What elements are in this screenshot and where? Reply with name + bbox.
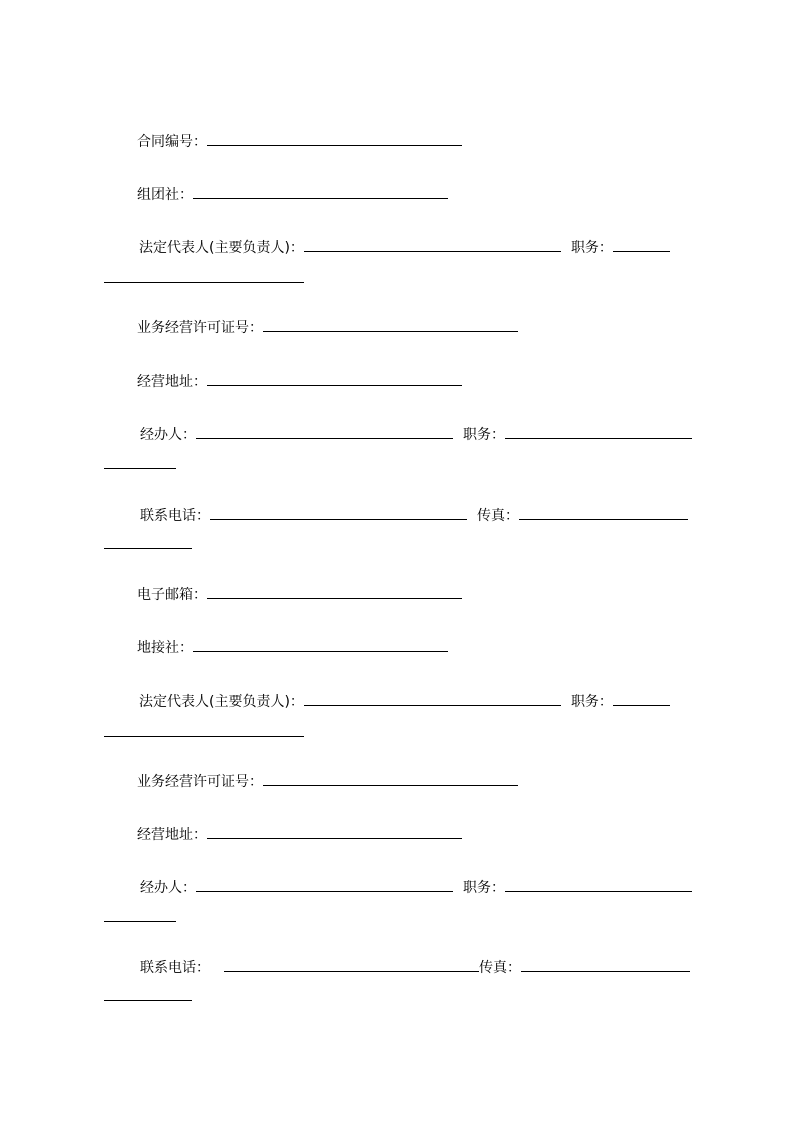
organizer-email-field[interactable] xyxy=(207,584,462,599)
ground-contact-row xyxy=(140,957,690,978)
organizer-handler-row-cont xyxy=(104,454,176,475)
organizer-row xyxy=(137,184,448,205)
organizer-handler-field[interactable] xyxy=(196,424,453,439)
organizer-field[interactable] xyxy=(193,184,448,199)
organizer-fax-field-cont[interactable] xyxy=(104,534,192,549)
organizer-address-field[interactable] xyxy=(207,371,462,386)
ground-agency-field[interactable] xyxy=(193,637,448,652)
organizer-label: 组团社： xyxy=(137,187,193,203)
organizer-address-row xyxy=(137,371,462,392)
organizer-handler-row xyxy=(140,424,692,445)
organizer-fax-label: 传真： xyxy=(477,508,519,524)
ground-fax-label: 传真： xyxy=(479,960,521,976)
ground-legal-rep-field[interactable] xyxy=(304,691,561,706)
ground-legal-rep-row xyxy=(139,691,670,712)
organizer-position-field[interactable] xyxy=(613,237,670,252)
organizer-legal-rep-row-cont xyxy=(104,268,304,289)
organizer-email-label: 电子邮箱： xyxy=(137,587,207,603)
organizer-license-row xyxy=(137,317,518,338)
ground-license-field[interactable] xyxy=(263,771,518,786)
ground-legal-rep-row-cont xyxy=(104,722,304,743)
organizer-license-label: 业务经营许可证号： xyxy=(137,320,263,336)
organizer-contact-row xyxy=(140,505,688,526)
ground-handler-label: 经办人： xyxy=(140,880,196,896)
organizer-legal-rep-field[interactable] xyxy=(304,237,561,252)
ground-address-field[interactable] xyxy=(207,824,462,839)
ground-contact-row-cont xyxy=(104,986,192,1007)
organizer-phone-field[interactable] xyxy=(210,505,467,520)
ground-handler-row-cont xyxy=(104,907,176,928)
organizer-email-row xyxy=(137,584,462,605)
contract-number-row xyxy=(137,131,462,152)
ground-position-field-cont[interactable] xyxy=(104,722,304,737)
ground-handler-field[interactable] xyxy=(196,877,453,892)
ground-legal-rep-label: 法定代表人(主要负责人)： xyxy=(139,694,304,710)
contract-number-label: 合同编号： xyxy=(137,134,207,150)
organizer-address-label: 经营地址： xyxy=(137,374,207,390)
organizer-handler-position-field[interactable] xyxy=(505,424,692,439)
ground-position-field[interactable] xyxy=(613,691,670,706)
ground-license-row xyxy=(137,771,518,792)
organizer-license-field[interactable] xyxy=(263,317,518,332)
ground-handler-position-field-cont[interactable] xyxy=(104,907,176,922)
ground-handler-position-label: 职务： xyxy=(463,880,505,896)
ground-address-label: 经营地址： xyxy=(137,827,207,843)
organizer-position-field-cont[interactable] xyxy=(104,268,304,283)
ground-position-label: 职务： xyxy=(570,694,613,710)
ground-fax-field-cont[interactable] xyxy=(104,986,192,1001)
organizer-legal-rep-label: 法定代表人(主要负责人)： xyxy=(139,240,304,256)
ground-fax-field[interactable] xyxy=(521,957,690,972)
organizer-contact-row-cont xyxy=(104,534,192,555)
ground-handler-row xyxy=(140,877,692,898)
organizer-phone-label: 联系电话： xyxy=(140,508,210,524)
ground-phone-label: 联系电话： xyxy=(140,960,210,976)
ground-phone-field[interactable] xyxy=(224,957,479,972)
contract-number-field[interactable] xyxy=(207,131,462,146)
ground-agency-row xyxy=(137,637,448,658)
organizer-handler-position-field-cont[interactable] xyxy=(104,454,176,469)
organizer-fax-field[interactable] xyxy=(519,505,688,520)
organizer-handler-position-label: 职务： xyxy=(463,427,505,443)
organizer-handler-label: 经办人： xyxy=(140,427,196,443)
ground-address-row xyxy=(137,824,462,845)
ground-license-label: 业务经营许可证号： xyxy=(137,774,263,790)
ground-agency-label: 地接社： xyxy=(137,640,193,656)
organizer-position-label: 职务： xyxy=(570,240,613,256)
organizer-legal-rep-row xyxy=(139,237,670,258)
ground-handler-position-field[interactable] xyxy=(505,877,692,892)
